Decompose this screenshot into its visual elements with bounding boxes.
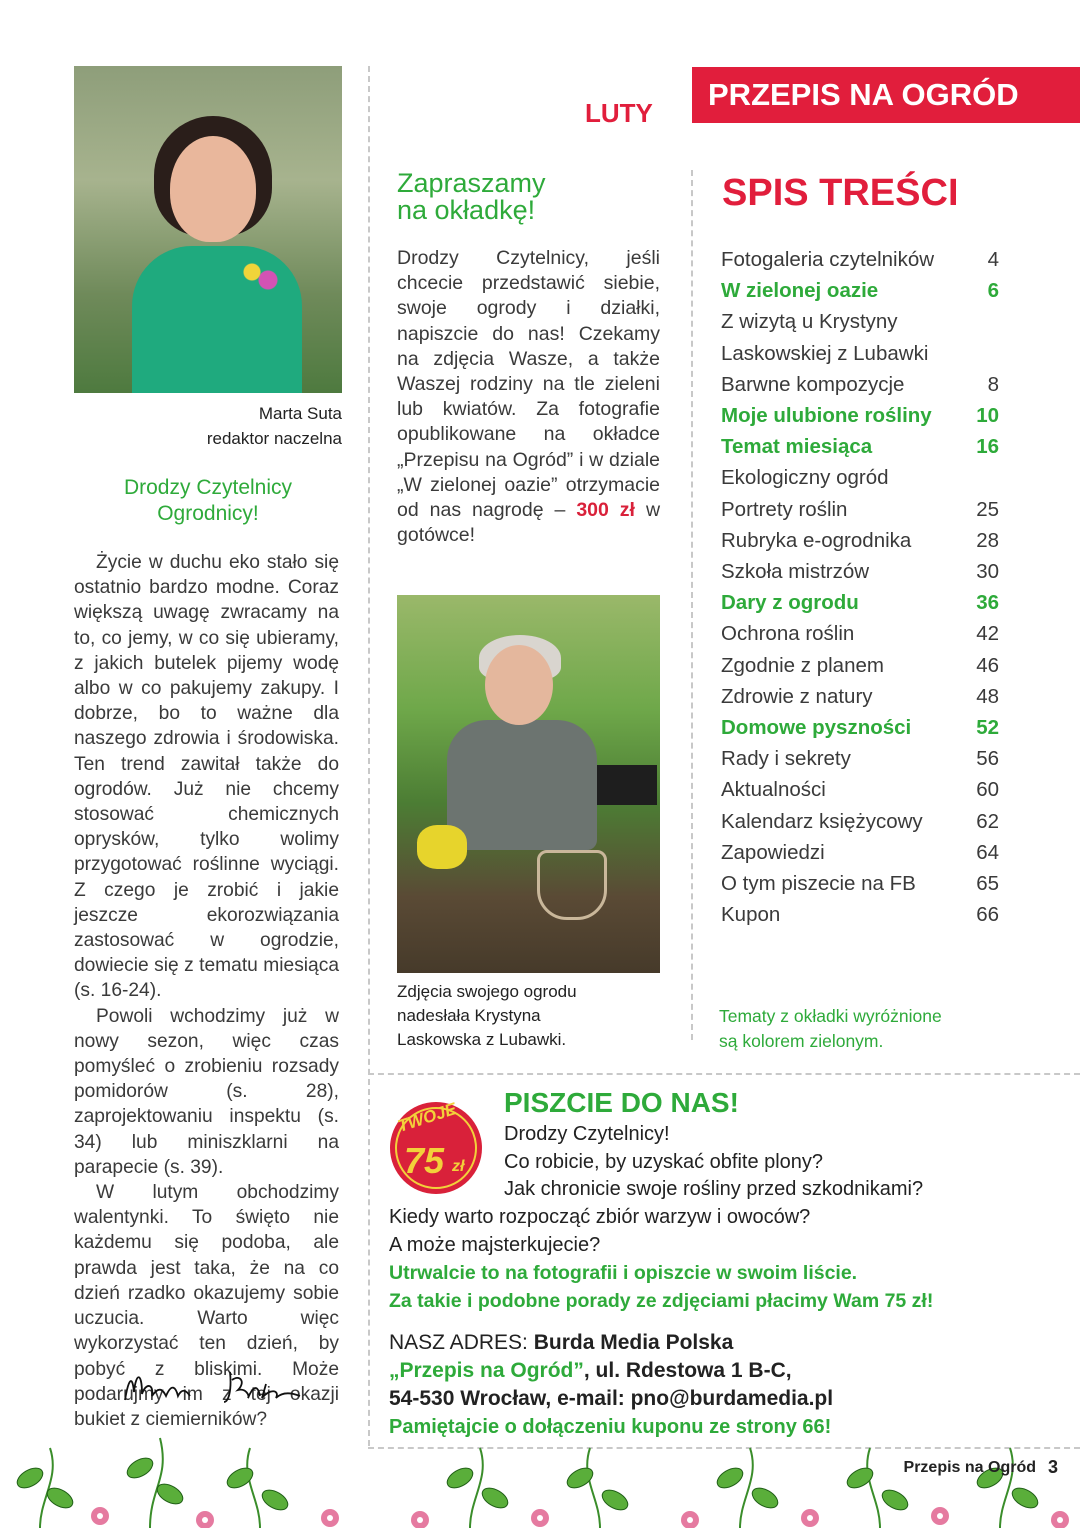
issue-month: LUTY: [585, 98, 653, 128]
column-divider: [368, 66, 370, 1446]
toc-item[interactable]: [721, 774, 999, 805]
toc-item-title: Zdrowie z natury: [721, 684, 873, 708]
toc-item-title: W zielonej oazie: [721, 279, 879, 303]
toc-item[interactable]: [721, 743, 999, 774]
section-banner: PRZEPIS NA OGRÓD: [692, 67, 1080, 123]
toc-item-title: Dary z ogrodu: [721, 591, 859, 615]
toc-item-page: 65: [976, 872, 999, 896]
invite-prize: 300 zł: [576, 499, 635, 522]
invite-body: Drodzy Czytelnicy, jeśli chcecie przedstawić siebie, swoje ogrody i działki, napiszcie do nas! Czekamy na zdjęcia Wasze, a także Waszej rodziny na tle zieleni lub kwiatów. Za fotografie opublikowane na okładce „Przepisu na Ogród” i w dziale „W zielonej oazie” otrzymacie od nas nagrodę –: [397, 247, 660, 522]
badge-amount: 75: [404, 1140, 445, 1181]
address-street: , ul. Rdestowa 1 B-C,: [583, 1359, 792, 1382]
footer-page-number: 3: [1047, 1457, 1058, 1477]
editor-caption: [74, 401, 342, 451]
toc-item-page: 8: [987, 372, 999, 396]
editor-photo: [74, 66, 342, 393]
toc-item-title: Portrety roślin: [721, 497, 848, 521]
toc-item[interactable]: [721, 712, 999, 743]
gardener-caption-line1: Zdjęcia swojego ogrodu: [397, 982, 577, 1001]
toc-item[interactable]: [721, 306, 999, 337]
toc-item[interactable]: [721, 556, 999, 587]
toc-item-title: Domowe pyszności: [721, 716, 912, 740]
badge-unit: zł: [452, 1158, 465, 1175]
toc-item[interactable]: [721, 431, 999, 462]
write-line: Drodzy Czytelnicy!: [504, 1123, 670, 1145]
toc-item[interactable]: [721, 650, 999, 681]
footer-magazine-name: [904, 1459, 1036, 1477]
toc-item-title: Laskowskiej z Lubawki: [721, 341, 929, 365]
toc-item-page: 52: [976, 716, 999, 740]
toc-item-page: 25: [976, 497, 999, 521]
toc-item-title: Szkoła mistrzów: [721, 560, 870, 584]
editor-signature: [120, 1362, 320, 1412]
toc-item[interactable]: [721, 618, 999, 649]
editor-paragraph: Powoli wchodzimy już w nowy sezon, więc czas pomyśleć o zrobieniu rozsady pomidorów (s. 28), zaprojektowaniu inspektu (s. 34) lub miniszklarni na parapecie (s. 39).: [74, 1005, 339, 1178]
write-line: Co robicie, by uzyskać obfite plony?: [504, 1150, 824, 1173]
toc-item-page: 28: [976, 528, 999, 552]
write-green-line: Utrwalcie to na fotografii i opiszcie w swoim liście.: [389, 1262, 858, 1284]
write-line: A może majsterkujecie?: [389, 1233, 601, 1256]
address-email[interactable]: 54-530 Wrocław, e-mail: pno@burdamedia.pl: [389, 1387, 834, 1410]
toc-item-page: 6: [987, 279, 999, 303]
toc-item[interactable]: [721, 462, 999, 493]
toc-note: [719, 1004, 942, 1054]
write-questions-indented: [504, 1121, 923, 1204]
toc-list: [721, 244, 999, 930]
gardener-photo: [397, 595, 660, 973]
toc-item-title: Kupon: [721, 903, 781, 927]
invite-text: [397, 246, 660, 548]
toc-item-title: Ekologiczny ogród: [721, 466, 889, 490]
toc-item-page: 62: [976, 809, 999, 833]
column-divider-toc: [691, 170, 693, 1040]
toc-note-line2: są kolorem zielonym.: [719, 1031, 884, 1051]
toc-item[interactable]: [721, 837, 999, 868]
gardener-caption: [397, 980, 577, 1052]
toc-item-title: Zapowiedzi: [721, 840, 825, 864]
section-divider: [368, 1073, 1080, 1075]
toc-item-page: 48: [976, 684, 999, 708]
toc-item-title: O tym piszecie na FB: [721, 872, 916, 896]
toc-item-title: Temat miesiąca: [721, 435, 873, 459]
write-green-line: Za takie i podobne porady ze zdjęciami płacimy Wam 75 zł!: [389, 1289, 934, 1312]
editor-name: Marta Suta: [258, 404, 342, 423]
toc-item-title: Ochrona roślin: [721, 622, 855, 646]
editor-role: redaktor naczelna: [206, 429, 342, 448]
toc-item[interactable]: [721, 806, 999, 837]
toc-item[interactable]: [721, 275, 999, 306]
toc-item-title: Rady i sekrety: [721, 747, 851, 771]
toc-item-page: 10: [976, 404, 999, 428]
toc-item-title: Rubryka e-ogrodnika: [721, 528, 912, 552]
toc-item-page: 60: [976, 778, 999, 802]
write-instructions: [389, 1260, 933, 1315]
toc-item[interactable]: [721, 369, 999, 400]
toc-item-page: 42: [976, 622, 999, 646]
toc-item-page: 4: [987, 248, 999, 271]
gardener-caption-line2: nadesłała Krystyna: [397, 1006, 541, 1025]
toc-item-title: Kalendarz księżycowy: [721, 809, 923, 833]
badge-label: TWOJE: [395, 1099, 459, 1136]
write-title: PISZCIE DO NAS!: [504, 1087, 739, 1118]
address-label: NASZ ADRES:: [389, 1331, 528, 1354]
toc-title: SPIS TREŚCI: [722, 172, 959, 214]
invite-title: [397, 170, 546, 224]
toc-item-page: 46: [976, 653, 999, 677]
toc-item[interactable]: [721, 400, 999, 431]
write-questions: [389, 1204, 810, 1259]
toc-item-title: Aktualności: [721, 778, 826, 802]
address-magazine: „Przepis na Ogród”: [389, 1359, 584, 1382]
toc-item-title: Barwne kompozycje: [721, 372, 905, 396]
editor-paragraph: Życie w duchu eko stało się ostatnio bardzo modne. Coraz większą uwagę zwracamy na to, co jemy, w co się ubieramy, z jakich butelek pijemy wodę albo w co pakujemy zakupy. I dobrze, bo to ważne dla naszego zdrowia i środowiska. Ten trend zawitał także do ogrodów. Już nie chcemy stosować chemicznych oprysków, tylko wolimy przygotować roślinne wyciągi. Z czego je zrobić i jakie jeszcze ekorozwiązania zastosować w ogrodzie, dowiecie się z tematu miesiąca (s. 16-24).: [74, 552, 339, 1002]
toc-item[interactable]: [721, 899, 999, 930]
editor-paragraph: W lutym obchodzimy walentynki. To święto nie każdemu się podoba, ale prawda jest taka, że na co dzień rzadko okazujemy sobie uczucia. Warto więc wykorzystać ten dzień, by pobyć z bliskimi. Może podarujmy im z tej okazji bukiet z ciemierników?: [74, 1182, 339, 1430]
footer-magazine-text: Przepis na Ogród: [903, 1459, 1036, 1476]
editor-letter: [74, 550, 339, 1432]
editor-heading: [74, 475, 342, 527]
toc-item-page: 64: [976, 840, 999, 864]
editor-heading-line2: Ogrodnicy!: [157, 502, 259, 525]
toc-item[interactable]: [721, 681, 999, 712]
toc-note-line1: Tematy z okładki wyróżnione: [719, 1006, 942, 1026]
editor-heading-line1: Drodzy Czytelnicy: [123, 476, 293, 499]
address-reminder: Pamiętajcie o dołączeniu kuponu ze strony 66!: [389, 1416, 832, 1438]
toc-item-page: 56: [976, 747, 999, 771]
write-line: Kiedy warto rozpocząć zbiór warzyw i owoców?: [389, 1206, 811, 1228]
toc-item-title: Fotogaleria czytelników: [721, 248, 935, 271]
toc-item-page: 30: [976, 560, 999, 584]
address-company: Burda Media Polska: [533, 1331, 734, 1354]
invite-title-line1: Zapraszamy: [397, 168, 546, 198]
toc-item[interactable]: [721, 244, 999, 275]
toc-item-page: 36: [976, 591, 999, 615]
toc-item[interactable]: [721, 525, 999, 556]
toc-item-page: 66: [976, 903, 999, 927]
toc-item-page: 16: [976, 435, 999, 459]
toc-item-title: Zgodnie z planem: [721, 653, 884, 677]
toc-item[interactable]: [721, 494, 999, 525]
invite-body-end: w gotówce!: [397, 499, 661, 547]
toc-item[interactable]: [721, 338, 999, 369]
toc-item-title: Moje ulubione rośliny: [721, 404, 932, 428]
toc-item[interactable]: [721, 587, 999, 618]
invite-title-line2: na okładkę!: [397, 195, 536, 225]
write-line: Jak chronicie swoje rośliny przed szkodnikami?: [504, 1178, 924, 1201]
toc-item[interactable]: [721, 868, 999, 899]
gardener-caption-line3: Laskowska z Lubawki.: [397, 1030, 567, 1049]
toc-item-title: Z wizytą u Krystyny: [721, 310, 898, 334]
